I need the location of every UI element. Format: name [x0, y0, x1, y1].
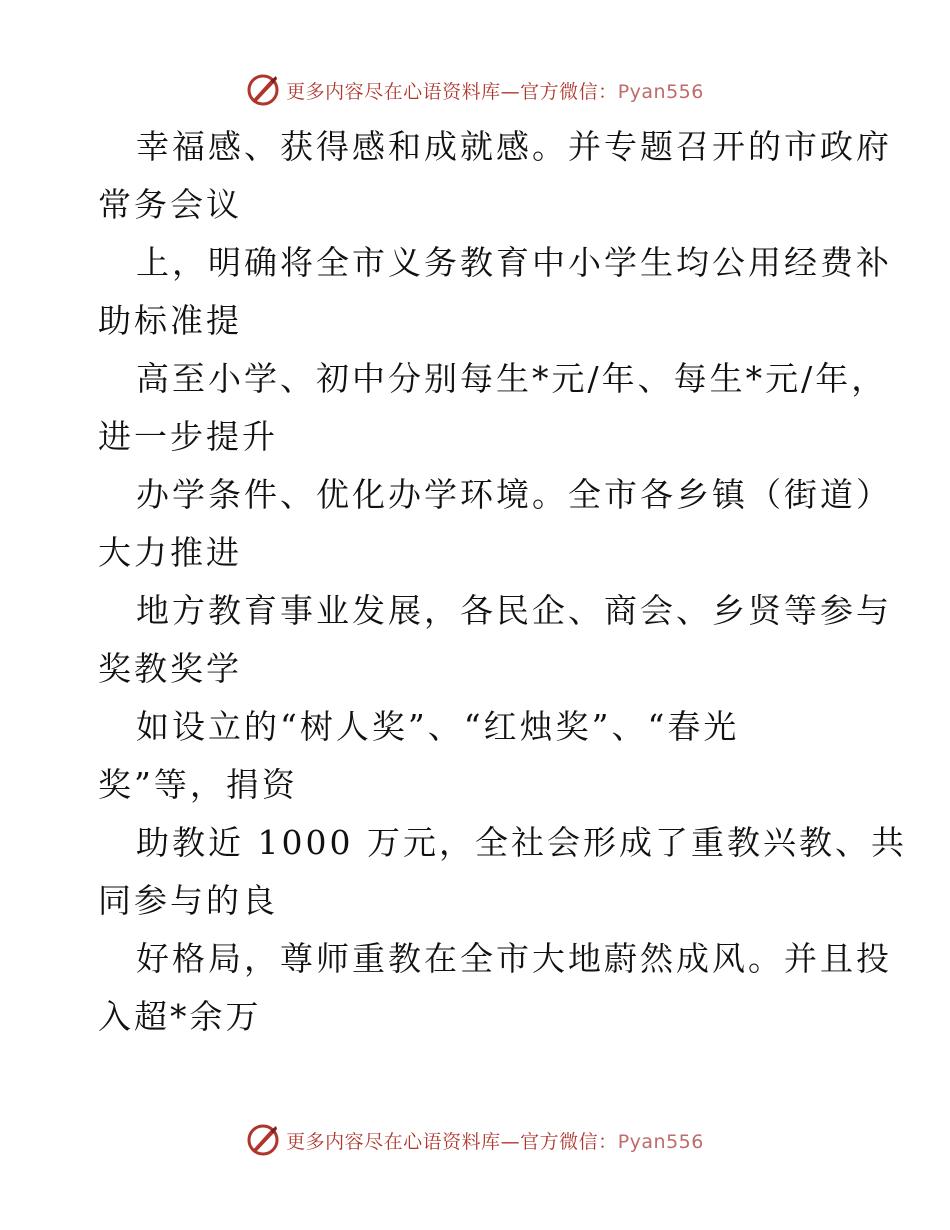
paragraph-continuation: 进一步提升: [98, 417, 278, 456]
paragraph-first-line: 如设立的“树人奖”、“红烛奖”、“春光: [136, 707, 740, 746]
watermark-brand: 更多内容尽在心语资料库: [286, 1130, 501, 1153]
paragraph-continuation: 奖”等，捐资: [98, 765, 298, 804]
watermark-label: 官方微信：: [520, 80, 618, 103]
watermark-separator: —: [500, 1130, 521, 1153]
paragraph-first-line: 办学条件、优化办学环境。全市各乡镇（街道）: [136, 475, 892, 514]
watermark-text: [286, 77, 704, 104]
quill-logo-icon: [246, 1123, 280, 1157]
paragraph: [98, 466, 892, 582]
paragraph: [98, 118, 892, 234]
paragraph-first-line: 好格局，尊师重教在全市大地蔚然成风。并且投: [136, 939, 892, 978]
paragraph-continuation: 同参与的良: [98, 881, 278, 920]
footer-watermark: [0, 1120, 950, 1160]
paragraph: [98, 234, 892, 350]
paragraph-first-line: 高至小学、初中分别每生*元/年、每生*元/年，: [136, 359, 888, 398]
paragraph-continuation: 大力推进: [98, 533, 242, 572]
watermark-brand: 更多内容尽在心语资料库: [286, 80, 501, 103]
document-body: [98, 118, 907, 1046]
watermark-label: 官方微信：: [520, 1130, 618, 1153]
watermark-separator: —: [500, 80, 521, 103]
paragraph: [98, 350, 888, 466]
paragraph-continuation: 助标准提: [98, 301, 242, 340]
watermark-text: [286, 1127, 704, 1154]
paragraph: [98, 814, 907, 930]
paragraph-continuation: 常务会议: [98, 185, 242, 224]
watermark-handle: Pyan556: [617, 80, 704, 103]
paragraph-first-line: 地方教育事业发展，各民企、商会、乡贤等参与: [136, 591, 892, 630]
header-watermark: [0, 70, 950, 110]
paragraph-continuation: 入超*余万: [98, 997, 262, 1036]
paragraph-continuation: 奖教奖学: [98, 649, 242, 688]
paragraph: [98, 698, 858, 814]
paragraph-first-line: 幸福感、获得感和成就感。并专题召开的市政府: [136, 127, 892, 166]
watermark-handle: Pyan556: [617, 1130, 704, 1153]
paragraph-first-line: 助教近 1000 万元，全社会形成了重教兴教、共: [136, 823, 907, 862]
paragraph-first-line: 上，明确将全市义务教育中小学生均公用经费补: [136, 243, 892, 282]
quill-logo-icon: [246, 73, 280, 107]
paragraph: [98, 930, 892, 1046]
paragraph: [98, 582, 892, 698]
